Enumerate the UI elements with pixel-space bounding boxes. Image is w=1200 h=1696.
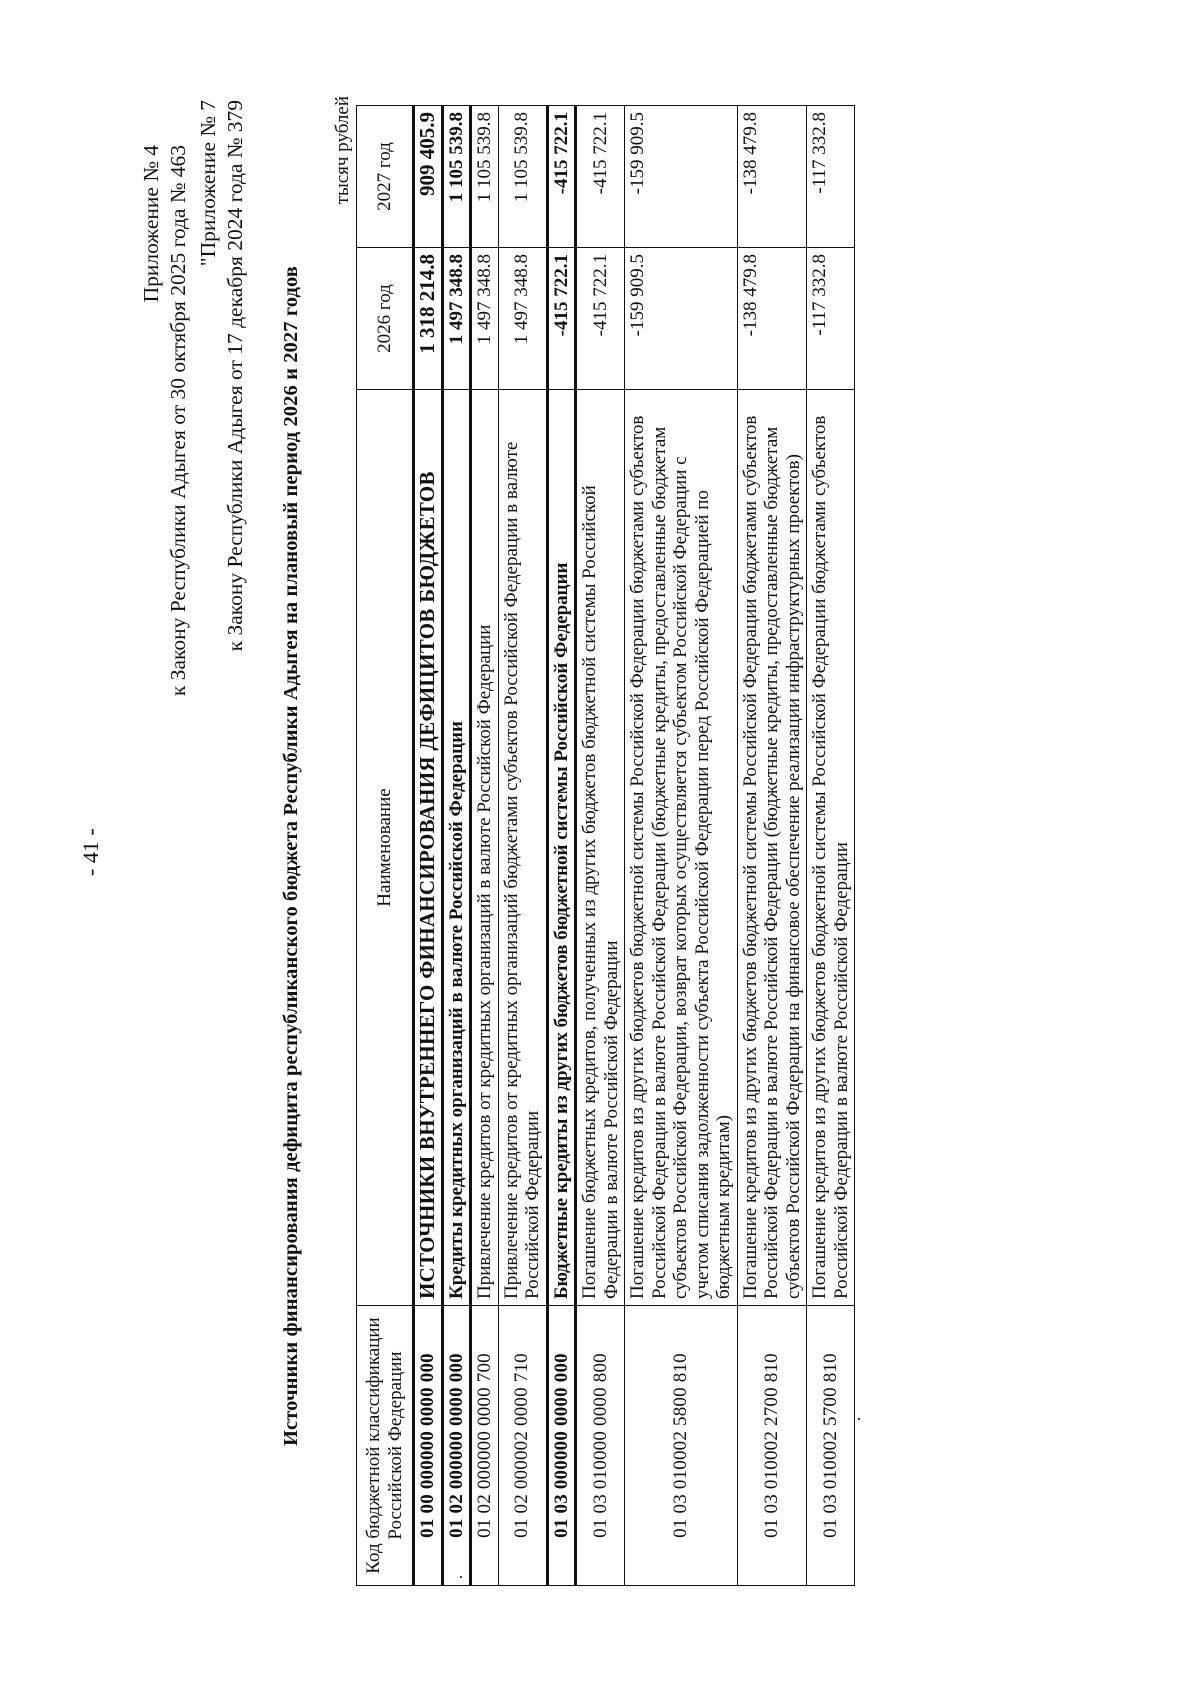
unit-label: тысяч рублей: [332, 96, 353, 205]
row-code: 01 03 010002 5700 810: [807, 1306, 855, 1586]
row-2026: 1 318 214.8: [414, 248, 443, 390]
header-2026: 2026 год: [357, 248, 414, 390]
table-row: [471, 106, 499, 1586]
appendix-current-number: Приложение № 4: [139, 145, 163, 303]
row-2026: -159 909.5: [625, 248, 738, 390]
document-title: Источники финансирования дефицита республиканского бюджета Республики Адыгея на плановый период 2026 и 2027 годов: [280, 266, 302, 1446]
scan-speck: [460, 1576, 462, 1578]
table-row: [414, 106, 443, 1586]
row-2027: -117 332.8: [807, 106, 855, 248]
scan-speck: [858, 1418, 860, 1420]
row-name: Погашение кредитов из других бюджетов бюджетной системы Российской Федерации бюджетами субъектов Российской Федерации в валюте Российской Федерации (бюджетные кредиты, предоставленные бюджетам субъектов Российской Федерации, возврат которых осуществляется субъектом Российской Федерации с учетом списания задолженности субъекта Российской Федерации перед Российской Федерацией по бюджетным кредитам): [625, 390, 738, 1306]
appendix-current-law: к Закону Республики Адыгея от 30 октября 2025 года № 463: [166, 145, 190, 697]
financing-sources-table: [356, 105, 855, 1586]
page-number: - 41 -: [78, 828, 103, 876]
table-row: [547, 106, 576, 1586]
row-name: Бюджетные кредиты из других бюджетов бюджетной системы Российской Федерации: [547, 390, 576, 1306]
row-2026: -138 479.8: [737, 248, 807, 390]
row-code: 01 03 010002 5800 810: [625, 1306, 738, 1586]
row-2027: -415 722.1: [576, 106, 625, 248]
table-header-row: [357, 106, 414, 1586]
appendix-original-law: к Закону Республики Адыгея от 17 декабря 2024 года № 379: [223, 100, 247, 652]
row-2026: -415 722.1: [576, 248, 625, 390]
appendix-original-number: "Приложение № 7: [196, 100, 220, 267]
row-name: Погашение кредитов из других бюджетов бюджетной системы Российской Федерации бюджетами субъектов Российской Федерации в валюте Российской Федерации (бюджетные кредиты, предоставленные бюджетам субъектов Российской Федерации на финансовое обеспечение реализации инфраструктурных проектов): [737, 390, 807, 1306]
row-name: Погашение кредитов из других бюджетов бюджетной системы Российской Федерации бюджетами субъектов Российской Федерации в валюте Российской Федерации: [807, 390, 855, 1306]
row-2027: 1 105 539.8: [498, 106, 547, 248]
row-2027: -159 909.5: [625, 106, 738, 248]
row-2026: -415 722.1: [547, 248, 576, 390]
header-2027: 2027 год: [357, 106, 414, 248]
row-code: 01 02 000000 0000 000: [442, 1306, 471, 1586]
appendix-current: [138, 145, 192, 696]
row-2027: -138 479.8: [737, 106, 807, 248]
table-row: [576, 106, 625, 1586]
row-name: ИСТОЧНИКИ ВНУТРЕННЕГО ФИНАНСИРОВАНИЯ ДЕФИЦИТОВ БЮДЖЕТОВ: [414, 390, 443, 1306]
table-row: [442, 106, 471, 1586]
row-name: Привлечение кредитов от кредитных организаций в валюте Российской Федерации: [471, 390, 499, 1306]
table-row: [737, 106, 807, 1586]
table-row: [498, 106, 547, 1586]
row-name: Привлечение кредитов от кредитных организаций бюджетами субъектов Российской Федерации в валюте Российской Федерации: [498, 390, 547, 1306]
row-code: 01 00 000000 0000 000: [414, 1306, 443, 1586]
row-code: 01 03 000000 0000 000: [547, 1306, 576, 1586]
row-2026: 1 497 348.8: [498, 248, 547, 390]
row-name: Погашение бюджетных кредитов, полученных из других бюджетов бюджетной системы Российской Федерации в валюте Российской Федерации: [576, 390, 625, 1306]
row-2027: -415 722.1: [547, 106, 576, 248]
row-code: 01 03 010000 0000 800: [576, 1306, 625, 1586]
header-code: Код бюджетной классификации Российской Федерации: [357, 1306, 414, 1586]
appendix-original: [195, 100, 249, 651]
row-2026: 1 497 348.8: [471, 248, 499, 390]
row-2026: 1 497 348.8: [442, 248, 471, 390]
table-row: [807, 106, 855, 1586]
row-2027: 1 105 539.8: [471, 106, 499, 248]
row-2027: 909 405.9: [414, 106, 443, 248]
row-2027: 1 105 539.8: [442, 106, 471, 248]
row-code: 01 03 010002 2700 810: [737, 1306, 807, 1586]
row-name: Кредиты кредитных организаций в валюте Российской Федерации: [442, 390, 471, 1306]
row-code: 01 02 000002 0000 710: [498, 1306, 547, 1586]
row-code: 01 02 000000 0000 700: [471, 1306, 499, 1586]
table-row: [625, 106, 738, 1586]
header-name: Наименование: [357, 390, 414, 1306]
row-2026: -117 332.8: [807, 248, 855, 390]
